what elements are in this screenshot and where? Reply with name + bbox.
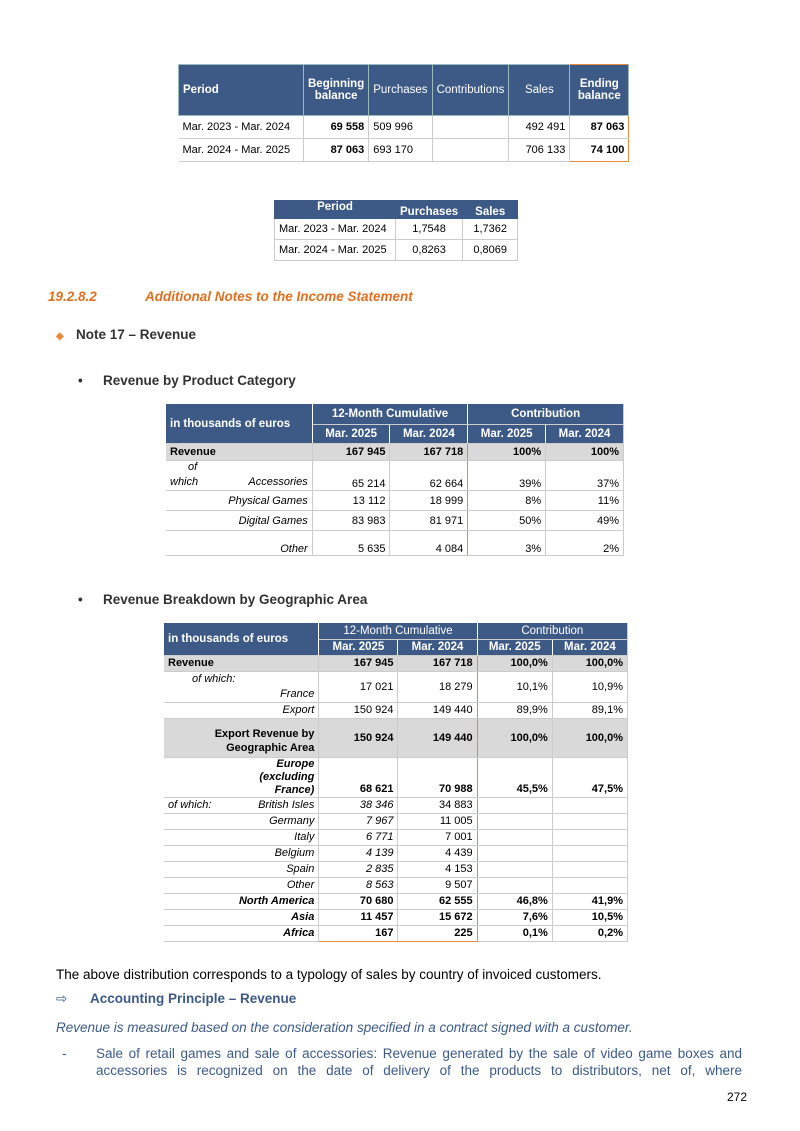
exchange-rate-table: [274, 200, 518, 261]
row-label: [164, 798, 319, 814]
row-label: Revenue: [164, 656, 319, 672]
cell-value: 10,1%: [477, 672, 552, 703]
cell-period: Mar. 2024 - Mar. 2025: [179, 139, 304, 162]
cell-ending: 74 100: [570, 139, 629, 162]
cell-value: 83 983: [312, 511, 390, 531]
cell-value: 81 971: [390, 511, 468, 531]
bullet-dot-icon: •: [78, 373, 83, 388]
cell-value: 100%: [546, 444, 624, 461]
cell-value: 11%: [546, 491, 624, 511]
header-cumulative: 12-Month Cumulative: [319, 623, 477, 640]
cell-value: 100,0%: [552, 719, 627, 758]
bullet-dot-icon: •: [78, 592, 83, 607]
header-unit: in thousands of euros: [164, 623, 319, 656]
cell-purchases: 0,8263: [396, 240, 463, 261]
cell-value: 13 112: [312, 491, 390, 511]
cell-value: 17 021: [319, 672, 398, 703]
row-label: Spain: [164, 862, 319, 878]
cell-value: 70 988: [398, 758, 477, 798]
table-row: [164, 719, 628, 758]
arrow-right-icon: ⇨: [56, 991, 68, 1006]
header-contributions: Contributions: [432, 65, 509, 116]
cell-value: 45,5%: [477, 758, 552, 798]
cell-empty: [477, 798, 552, 814]
row-label: Revenue: [166, 444, 312, 461]
cell-value: 34 883: [398, 798, 477, 814]
cell-value: 68 621: [319, 758, 398, 798]
section-title: Additional Notes to the Income Statement: [145, 289, 413, 304]
cell-beginning: 87 063: [304, 139, 369, 162]
row-label-text: France: [280, 688, 315, 700]
row-label: Export Revenue by Geographic Area: [164, 719, 319, 758]
table-row: [275, 240, 518, 261]
cell-value: 70 680: [319, 894, 398, 910]
cell-value: 167 718: [398, 656, 477, 672]
cell-sales: 706 133: [509, 139, 570, 162]
cell-value: 89,9%: [477, 703, 552, 719]
cell-purchases: 1,7548: [396, 219, 463, 240]
row-label: Other: [164, 878, 319, 894]
bullet-text: Revenue by Product Category: [103, 373, 296, 388]
row-label-text: British Isles: [258, 799, 315, 811]
body-paragraph: The above distribution corresponds to a typology of sales by country of invoiced customers.: [56, 967, 602, 982]
cell-value: 10,5%: [552, 910, 627, 926]
note-title: Note 17 – Revenue: [76, 327, 197, 342]
header-purchases: Purchases: [396, 201, 463, 219]
cell-value: 4 139: [319, 846, 398, 862]
cell-empty: [477, 814, 552, 830]
header-unit: in thousands of euros: [166, 404, 312, 444]
cell-sales: 492 491: [509, 116, 570, 139]
cell-value: 5 635: [312, 531, 390, 556]
cell-value: 2%: [546, 531, 624, 556]
cell-value: 100,0%: [552, 656, 627, 672]
principle-heading: [56, 991, 296, 1007]
header-period: Period: [275, 201, 396, 219]
header-cumulative: 12-Month Cumulative: [312, 404, 468, 425]
cell-ending: 87 063: [570, 116, 629, 139]
header-col: Mar. 2025: [319, 640, 398, 656]
cell-value: 8%: [468, 491, 546, 511]
cell-value: 89,1%: [552, 703, 627, 719]
cell-value: 7 001: [398, 830, 477, 846]
principle-title: Accounting Principle – Revenue: [90, 991, 297, 1006]
section-number: 19.2.8.2: [48, 289, 97, 304]
cell-empty: [552, 846, 627, 862]
header-period: Period: [179, 65, 304, 116]
row-label: Export: [164, 703, 319, 719]
header-ending-balance: Ending balance: [570, 65, 629, 116]
table-row: [166, 531, 624, 556]
header-purchases: Purchases: [369, 65, 432, 116]
header-col: Mar. 2025: [477, 640, 552, 656]
bullet-text: Revenue Breakdown by Geographic Area: [103, 592, 368, 607]
cell-value: 167 945: [312, 444, 390, 461]
cell-value: 0,1%: [477, 926, 552, 942]
cell-value: 47,5%: [552, 758, 627, 798]
revenue-by-geography-table: [164, 623, 628, 942]
table-row: [164, 830, 628, 846]
note-heading: [56, 327, 196, 342]
table-row: [164, 758, 628, 798]
dash-bullet: -: [62, 1046, 67, 1061]
cell-value: 150 924: [319, 719, 398, 758]
cell-value: 18 999: [390, 491, 468, 511]
cell-sales: 1,7362: [463, 219, 518, 240]
cell-value: 18 279: [398, 672, 477, 703]
table-row: [164, 878, 628, 894]
row-label: North America: [164, 894, 319, 910]
cell-value: 0,2%: [552, 926, 627, 942]
cell-period: Mar. 2023 - Mar. 2024: [275, 219, 396, 240]
header-col: Mar. 2025: [468, 425, 546, 444]
cell-purchases: 509 996: [369, 116, 432, 139]
cell-beginning: 69 558: [304, 116, 369, 139]
cell-value: 150 924: [319, 703, 398, 719]
dash-item-text: Sale of retail games and sale of accessories: Revenue generated by the sale of video game boxes and accessories is recognized on the date of delivery of the products to distributors, net of, where: [96, 1046, 742, 1078]
cell-empty: [477, 846, 552, 862]
cell-value: 62 555: [398, 894, 477, 910]
cell-purchases: 693 170: [369, 139, 432, 162]
cell-value: 167 718: [390, 444, 468, 461]
cell-value: 49%: [546, 511, 624, 531]
table-row: [166, 511, 624, 531]
table-row: [166, 461, 624, 491]
cell-period: Mar. 2024 - Mar. 2025: [275, 240, 396, 261]
header-col: Mar. 2025: [312, 425, 390, 444]
table-row: [179, 116, 629, 139]
cell-value: 6 771: [319, 830, 398, 846]
row-label: Asia: [164, 910, 319, 926]
header-contribution: Contribution: [468, 404, 624, 425]
cell-value: 37%: [546, 461, 624, 491]
table-row: [164, 814, 628, 830]
cell-value: 225: [398, 926, 477, 942]
cell-value: 10,9%: [552, 672, 627, 703]
table-row: [164, 846, 628, 862]
principle-intro: Revenue is measured based on the consideration specified in a contract signed with a customer.: [56, 1020, 633, 1035]
cell-contributions: [432, 139, 509, 162]
row-label: Europe (excluding France): [164, 758, 319, 798]
cell-value: 3%: [468, 531, 546, 556]
cell-value: 11 457: [319, 910, 398, 926]
diamond-bullet-icon: ◆: [56, 331, 64, 342]
of-which-text: of which:: [192, 673, 236, 685]
table-row: [164, 862, 628, 878]
cell-empty: [552, 862, 627, 878]
header-sales: Sales: [463, 201, 518, 219]
row-label: Physical Games: [166, 491, 312, 511]
header-beginning-balance: Beginning balance: [304, 65, 369, 116]
cell-empty: [477, 830, 552, 846]
table-row: [164, 926, 628, 942]
cell-value: 15 672: [398, 910, 477, 926]
cell-value: 167 945: [319, 656, 398, 672]
of-which-text: of which:: [168, 799, 212, 811]
table-row: [179, 139, 629, 162]
cell-value: 39%: [468, 461, 546, 491]
cell-value: 167: [319, 926, 398, 942]
cell-value: 4 084: [390, 531, 468, 556]
cell-value: 8 563: [319, 878, 398, 894]
cell-value: 38 346: [319, 798, 398, 814]
cell-value: 4 439: [398, 846, 477, 862]
table-row: [166, 491, 624, 511]
row-label: Other: [166, 531, 312, 556]
cell-empty: [477, 862, 552, 878]
row-label: Germany: [164, 814, 319, 830]
cell-empty: [552, 830, 627, 846]
row-label: Italy: [164, 830, 319, 846]
table-row: [164, 798, 628, 814]
header-sales: Sales: [509, 65, 570, 116]
cell-value: 65 214: [312, 461, 390, 491]
header-contribution: Contribution: [477, 623, 627, 640]
cell-value: 62 664: [390, 461, 468, 491]
table-row: [166, 444, 624, 461]
table-row: [164, 910, 628, 926]
row-label: Belgium: [164, 846, 319, 862]
cell-contributions: [432, 116, 509, 139]
cell-empty: [552, 798, 627, 814]
table-row: [164, 656, 628, 672]
dash-list-item: [62, 1045, 742, 1079]
row-label-text: Accessories: [248, 476, 308, 488]
row-label: [164, 672, 319, 703]
cell-value: 50%: [468, 511, 546, 531]
page-number: 272: [726, 1090, 747, 1104]
cell-value: 149 440: [398, 703, 477, 719]
cell-value: 2 835: [319, 862, 398, 878]
stock-movement-table: [178, 64, 629, 162]
cell-value: 11 005: [398, 814, 477, 830]
header-col: Mar. 2024: [546, 425, 624, 444]
cell-period: Mar. 2023 - Mar. 2024: [179, 116, 304, 139]
cell-sales: 0,8069: [463, 240, 518, 261]
section-heading: [48, 289, 413, 304]
cell-value: 41,9%: [552, 894, 627, 910]
header-col: Mar. 2024: [552, 640, 627, 656]
of-which-text: of: [188, 461, 198, 473]
cell-empty: [552, 878, 627, 894]
cell-value: 4 153: [398, 862, 477, 878]
cell-value: 100,0%: [477, 719, 552, 758]
table-row: [164, 894, 628, 910]
cell-empty: [477, 878, 552, 894]
cell-value: 100%: [468, 444, 546, 461]
table-row: [164, 672, 628, 703]
cell-value: 7 967: [319, 814, 398, 830]
cell-value: 46,8%: [477, 894, 552, 910]
table-row: [275, 219, 518, 240]
cell-empty: [552, 814, 627, 830]
of-which-text: which: [170, 476, 199, 488]
cell-value: 100,0%: [477, 656, 552, 672]
row-label: Digital Games: [166, 511, 312, 531]
revenue-by-product-table: [166, 404, 624, 556]
header-col: Mar. 2024: [390, 425, 468, 444]
table-row: [164, 703, 628, 719]
row-label: Africa: [164, 926, 319, 942]
header-col: Mar. 2024: [398, 640, 477, 656]
bullet-revenue-by-geography: [78, 592, 367, 607]
bullet-revenue-by-product: [78, 373, 296, 388]
cell-value: 149 440: [398, 719, 477, 758]
cell-value: 9 507: [398, 878, 477, 894]
cell-value: 7,6%: [477, 910, 552, 926]
row-label: [166, 461, 312, 491]
